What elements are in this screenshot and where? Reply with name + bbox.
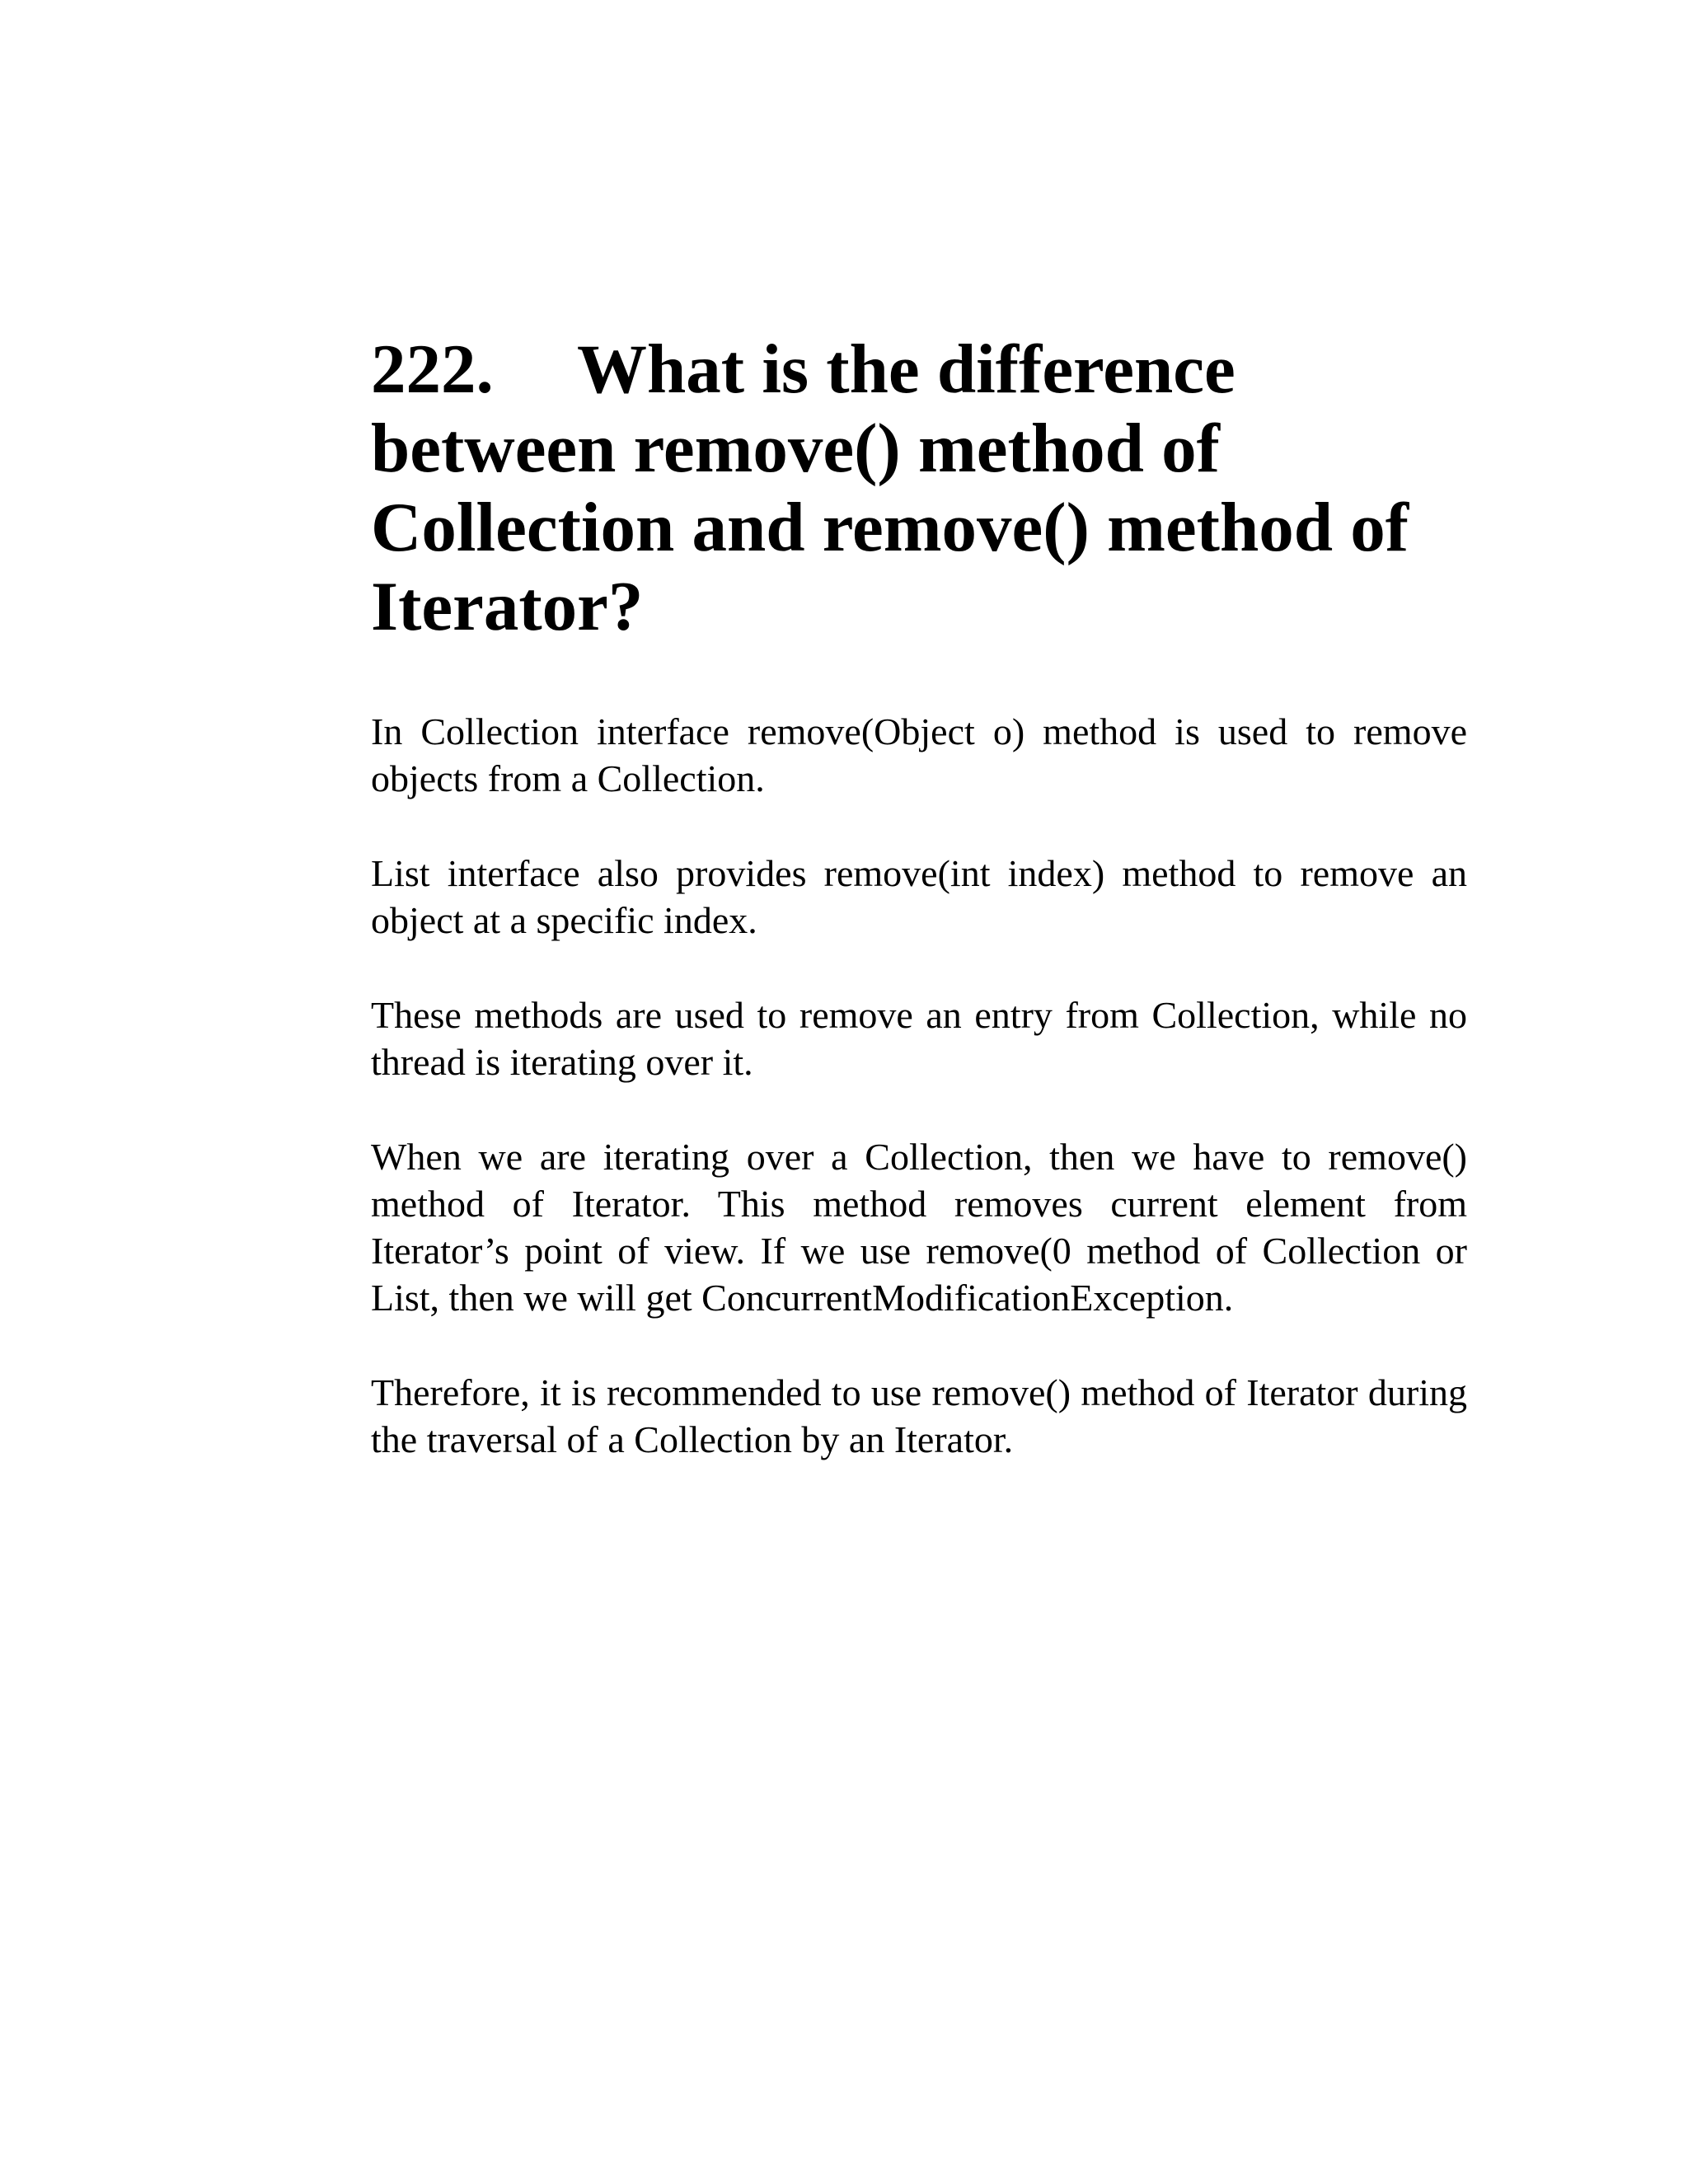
paragraph-list-remove: List interface also provides remove(int index) method to remove an object at a specific index. — [371, 852, 1467, 941]
paragraph-no-iteration: These methods are used to remove an entry from Collection, while no thread is iterating over it. — [371, 994, 1467, 1083]
paragraph-collection-remove: In Collection interface remove(Object o) method is used to remove objects from a Collection. — [371, 710, 1467, 799]
question-heading — [371, 330, 1467, 646]
document-page — [371, 330, 1467, 1511]
question-number: 222. — [371, 330, 494, 408]
question-title: What is the difference between remove() method of Collection and remove() method of Iterator? — [371, 330, 1409, 645]
paragraph-iterator-remove: When we are iterating over a Collection, then we have to remove() method of Iterator. This method removes current element from Iterator’s point of view. If we use remove(0 method of Collection or List, then we will get ConcurrentModificationException. — [371, 1136, 1467, 1319]
paragraph-recommendation: Therefore, it is recommended to use remove() method of Iterator during the traversal of a Collection by an Iterator. — [371, 1371, 1467, 1460]
